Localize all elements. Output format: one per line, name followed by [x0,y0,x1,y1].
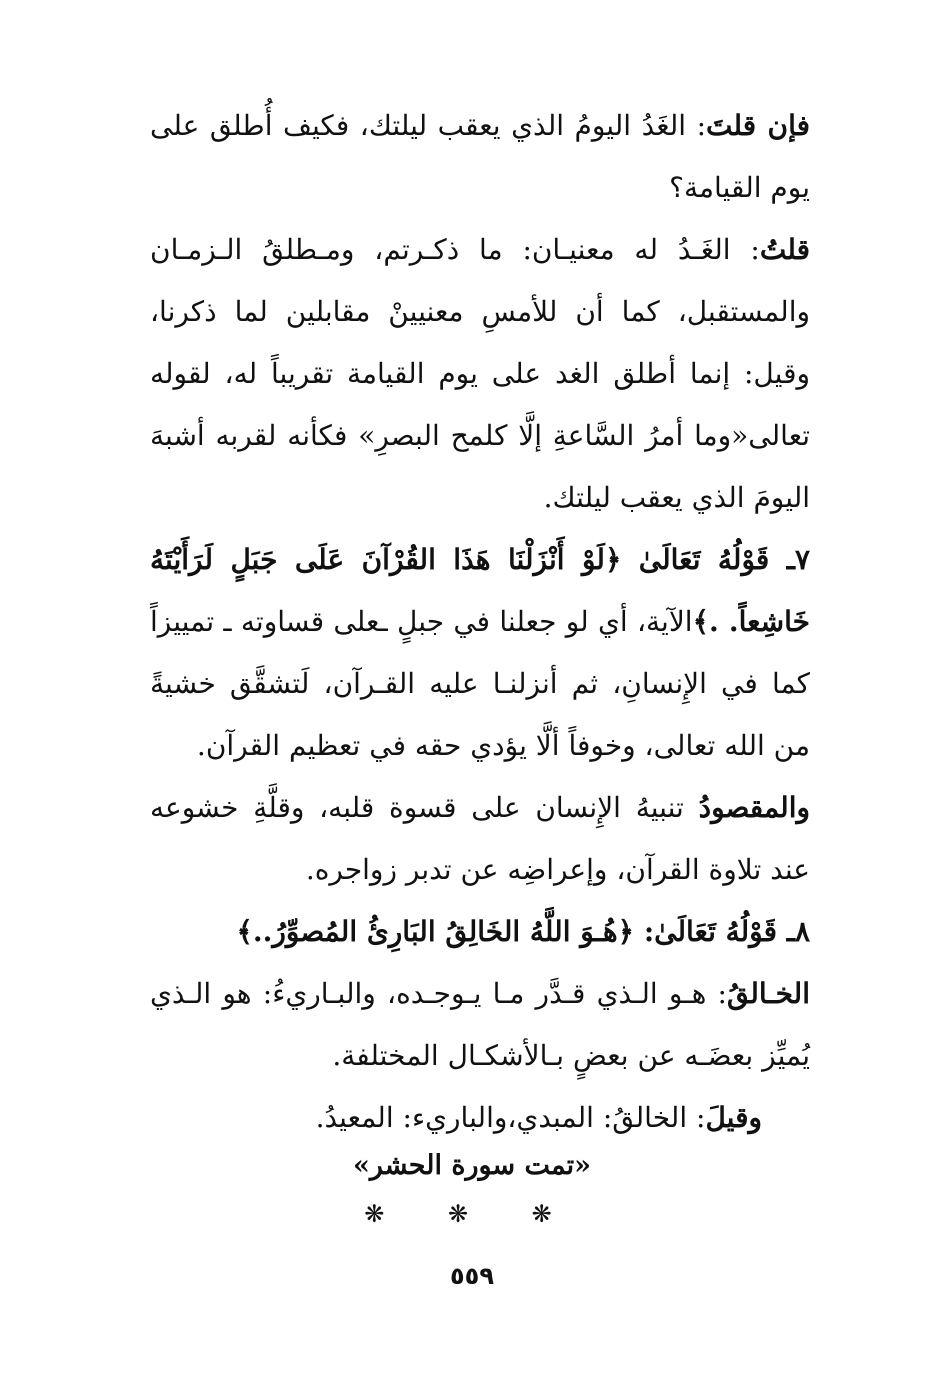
paragraph-3-text: الآية، أي لو جعلنا في جبلٍ ـعلى قساوته ـ تمييزاً كما في الإِنسانِ، ثم أنزلنـا عليه القـرآن، لَتشقَّق خشيةً من الله تعالى، وخوفاً ألَّا يؤدي حقه في تعظيم القرآن. [150,605,810,762]
paragraph-4-lead: والمقصودُ [698,791,810,824]
paragraph-7-text: : الخالقُ: المبدي،والباريء: المعيدُ. [315,1101,706,1134]
paragraph-7 [150,1087,810,1149]
star-separator: ❋ ❋ ❋ [364,1200,580,1228]
paragraph-1-text: : الغَدُ اليومُ الذي يعقب ليلتك، فكيف أُطلق على يوم القيامة؟ [150,109,810,204]
surah-end-title: «تمت سورة الحشر» [352,1150,592,1181]
paragraph-1-lead: فإن قلتَ [706,109,811,142]
page-number: ٥٥٩ [450,1262,494,1290]
page-body [150,95,810,1149]
paragraph-2-lead: قلتُ [759,233,810,266]
paragraph-6 [150,963,810,1087]
paragraph-6-text: : هـو الـذي قـدَّر مـا يـوجـده، والبـاريءُ: هو الـذي يُميِّز بعضَـه عن بعضٍ بـالأشكـال المختلفة. [150,977,810,1072]
paragraph-3 [150,529,810,777]
paragraph-3-verse: ٧ـ قَوْلُهُ تَعَالَىٰ ﴿لَوْ أَنْزَلْنَا هَذَا القُرْآنَ عَلَى جَبَلٍ لَرَأَيْتَهُ خَاشِعاً. .﴾ [150,543,810,638]
paragraph-5-verse: ٨ـ قَوْلُهُ تَعَالَىٰ: ﴿هُـوَ اللَّهُ الخَالِقُ البَارِئُ المُصوِّرُ..﴾ [236,915,810,948]
paragraph-1 [150,95,810,219]
paragraph-4-text: تنبيهُ الإِنسان على قسوة قلبه، وقلَّةِ خشوعه عند تلاوة القرآن، وإعراضِه عن تدبر زواجره. [150,791,810,886]
paragraph-2-text: : الغَـدُ له معنيـان: ما ذكـرتم، ومـطلقُ الـزمـان والمستقبل، كما أن للأمسِ معنيينْ مقابلين لما ذكرنا، وقيل: إنما أطلق الغد على يوم القيامة تقريباً له، لقوله تعالى«وما أمرُ السَّاعةِ إلَّا كلمح البصرِ» فكأنه لقربه أشبهَ اليومَ الذي يعقب ليلتك. [150,233,810,514]
paragraph-4 [150,777,810,901]
paragraph-5 [150,901,810,963]
paragraph-7-lead: وقيلَ [705,1101,762,1134]
paragraph-6-lead: الخـالقُ [726,977,810,1010]
paragraph-2 [150,219,810,529]
